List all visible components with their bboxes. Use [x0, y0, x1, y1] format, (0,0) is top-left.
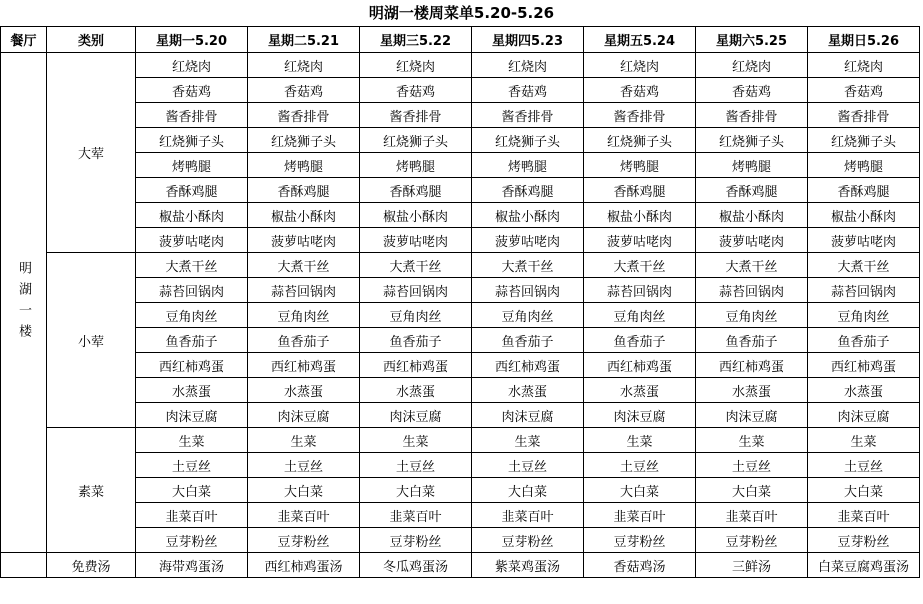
dish-cell: 椒盐小酥肉 [136, 203, 248, 228]
table-row [1, 153, 920, 178]
dish-cell: 土豆丝 [472, 453, 584, 478]
dish-cell: 豆芽粉丝 [808, 528, 920, 553]
dish-cell: 大煮干丝 [808, 253, 920, 278]
dish-cell: 韭菜百叶 [472, 503, 584, 528]
dish-cell: 生菜 [808, 428, 920, 453]
dish-cell: 土豆丝 [136, 453, 248, 478]
dish-cell: 烤鸭腿 [808, 153, 920, 178]
dish-cell: 韭菜百叶 [248, 503, 360, 528]
canteen-blank-cell [1, 553, 47, 578]
dish-cell: 菠萝咕咾肉 [136, 228, 248, 253]
dish-cell: 香菇鸡 [360, 78, 472, 103]
day-header: 星期日5.26 [808, 27, 920, 53]
table-row [1, 353, 920, 378]
dish-cell: 大白菜 [696, 478, 808, 503]
dish-cell: 蒜苔回锅肉 [136, 278, 248, 303]
dish-cell: 大白菜 [248, 478, 360, 503]
dish-cell: 红烧肉 [584, 53, 696, 78]
dish-cell: 水蒸蛋 [584, 378, 696, 403]
dish-cell: 西红柿鸡蛋 [472, 353, 584, 378]
dish-cell: 菠萝咕咾肉 [584, 228, 696, 253]
dish-cell: 豆芽粉丝 [136, 528, 248, 553]
dish-cell: 烤鸭腿 [696, 153, 808, 178]
dish-cell: 红烧狮子头 [584, 128, 696, 153]
dish-cell: 鱼香茄子 [472, 328, 584, 353]
dish-cell: 椒盐小酥肉 [472, 203, 584, 228]
table-row [1, 428, 920, 453]
dish-cell: 生菜 [472, 428, 584, 453]
dish-cell: 豆芽粉丝 [472, 528, 584, 553]
table-row [1, 203, 920, 228]
dish-cell: 肉沫豆腐 [808, 403, 920, 428]
dish-cell: 豆角肉丝 [696, 303, 808, 328]
table-row [1, 178, 920, 203]
dish-cell: 豆角肉丝 [136, 303, 248, 328]
dish-cell: 水蒸蛋 [472, 378, 584, 403]
category-cell: 素菜 [47, 428, 136, 553]
dish-cell: 水蒸蛋 [696, 378, 808, 403]
dish-cell: 香酥鸡腿 [696, 178, 808, 203]
category-cell: 小荤 [47, 253, 136, 428]
dish-cell: 豆芽粉丝 [696, 528, 808, 553]
dish-cell: 肉沫豆腐 [584, 403, 696, 428]
table-row [1, 303, 920, 328]
dish-cell: 豆角肉丝 [808, 303, 920, 328]
dish-cell: 豆角肉丝 [360, 303, 472, 328]
dish-cell: 椒盐小酥肉 [360, 203, 472, 228]
dish-cell: 豆角肉丝 [472, 303, 584, 328]
day-header: 星期六5.25 [696, 27, 808, 53]
dish-cell: 大白菜 [360, 478, 472, 503]
dish-cell: 椒盐小酥肉 [808, 203, 920, 228]
dish-cell: 鱼香茄子 [584, 328, 696, 353]
dish-cell: 菠萝咕咾肉 [696, 228, 808, 253]
soup-cell: 香菇鸡汤 [584, 553, 696, 578]
dish-cell: 生菜 [696, 428, 808, 453]
soup-row [1, 553, 920, 578]
dish-cell: 鱼香茄子 [248, 328, 360, 353]
dish-cell: 菠萝咕咾肉 [248, 228, 360, 253]
dish-cell: 大白菜 [808, 478, 920, 503]
dish-cell: 西红柿鸡蛋 [808, 353, 920, 378]
dish-cell: 香菇鸡 [808, 78, 920, 103]
dish-cell: 菠萝咕咾肉 [472, 228, 584, 253]
dish-cell: 韭菜百叶 [360, 503, 472, 528]
soup-cell: 西红柿鸡蛋汤 [248, 553, 360, 578]
day-header: 星期四5.23 [472, 27, 584, 53]
day-header: 星期五5.24 [584, 27, 696, 53]
dish-cell: 蒜苔回锅肉 [472, 278, 584, 303]
dish-cell: 红烧狮子头 [696, 128, 808, 153]
soup-category-cell: 免费汤 [47, 553, 136, 578]
table-row [1, 278, 920, 303]
dish-cell: 肉沫豆腐 [472, 403, 584, 428]
dish-cell: 水蒸蛋 [248, 378, 360, 403]
dish-cell: 香菇鸡 [696, 78, 808, 103]
dish-cell: 豆芽粉丝 [248, 528, 360, 553]
day-header: 星期二5.21 [248, 27, 360, 53]
table-row [1, 378, 920, 403]
table-row [1, 478, 920, 503]
dish-cell: 香酥鸡腿 [136, 178, 248, 203]
category-cell: 大荤 [47, 53, 136, 253]
table-row [1, 253, 920, 278]
dish-cell: 香菇鸡 [472, 78, 584, 103]
dish-cell: 西红柿鸡蛋 [584, 353, 696, 378]
dish-cell: 椒盐小酥肉 [248, 203, 360, 228]
dish-cell: 肉沫豆腐 [360, 403, 472, 428]
dish-cell: 鱼香茄子 [808, 328, 920, 353]
dish-cell: 大煮干丝 [360, 253, 472, 278]
day-header: 星期三5.22 [360, 27, 472, 53]
dish-cell: 红烧狮子头 [808, 128, 920, 153]
dish-cell: 豆芽粉丝 [584, 528, 696, 553]
dish-cell: 韭菜百叶 [584, 503, 696, 528]
dish-cell: 韭菜百叶 [696, 503, 808, 528]
dish-cell: 红烧肉 [248, 53, 360, 78]
canteen-name: 明湖一楼 [1, 53, 47, 553]
dish-cell: 红烧肉 [808, 53, 920, 78]
dish-cell: 大白菜 [472, 478, 584, 503]
dish-cell: 香菇鸡 [248, 78, 360, 103]
soup-cell: 紫菜鸡蛋汤 [472, 553, 584, 578]
dish-cell: 大煮干丝 [248, 253, 360, 278]
dish-cell: 土豆丝 [696, 453, 808, 478]
table-row [1, 403, 920, 428]
dish-cell: 酱香排骨 [472, 103, 584, 128]
dish-cell: 肉沫豆腐 [696, 403, 808, 428]
dish-cell: 生菜 [248, 428, 360, 453]
dish-cell: 香菇鸡 [136, 78, 248, 103]
dish-cell: 韭菜百叶 [136, 503, 248, 528]
dish-cell: 韭菜百叶 [808, 503, 920, 528]
dish-cell: 西红柿鸡蛋 [248, 353, 360, 378]
menu-body [1, 53, 920, 578]
soup-cell: 海带鸡蛋汤 [136, 553, 248, 578]
dish-cell: 红烧狮子头 [136, 128, 248, 153]
dish-cell: 鱼香茄子 [360, 328, 472, 353]
dish-cell: 烤鸭腿 [136, 153, 248, 178]
dish-cell: 豆角肉丝 [248, 303, 360, 328]
canteen-header: 餐厅 [1, 27, 47, 53]
table-row [1, 78, 920, 103]
dish-cell: 大煮干丝 [136, 253, 248, 278]
dish-cell: 烤鸭腿 [584, 153, 696, 178]
table-row [1, 453, 920, 478]
dish-cell: 酱香排骨 [584, 103, 696, 128]
weekly-menu-table [0, 26, 920, 578]
dish-cell: 鱼香茄子 [136, 328, 248, 353]
dish-cell: 红烧狮子头 [248, 128, 360, 153]
dish-cell: 椒盐小酥肉 [696, 203, 808, 228]
dish-cell: 西红柿鸡蛋 [360, 353, 472, 378]
table-row [1, 53, 920, 78]
dish-cell: 酱香排骨 [360, 103, 472, 128]
dish-cell: 香酥鸡腿 [808, 178, 920, 203]
dish-cell: 烤鸭腿 [248, 153, 360, 178]
category-header: 类别 [47, 27, 136, 53]
dish-cell: 生菜 [584, 428, 696, 453]
table-row [1, 103, 920, 128]
dish-cell: 土豆丝 [584, 453, 696, 478]
table-row [1, 528, 920, 553]
dish-cell: 烤鸭腿 [360, 153, 472, 178]
dish-cell: 红烧肉 [696, 53, 808, 78]
soup-cell: 冬瓜鸡蛋汤 [360, 553, 472, 578]
dish-cell: 豆角肉丝 [584, 303, 696, 328]
dish-cell: 香酥鸡腿 [248, 178, 360, 203]
table-row [1, 228, 920, 253]
dish-cell: 酱香排骨 [696, 103, 808, 128]
dish-cell: 菠萝咕咾肉 [360, 228, 472, 253]
dish-cell: 水蒸蛋 [808, 378, 920, 403]
dish-cell: 烤鸭腿 [472, 153, 584, 178]
dish-cell: 大煮干丝 [472, 253, 584, 278]
dish-cell: 豆芽粉丝 [360, 528, 472, 553]
soup-cell: 三鲜汤 [696, 553, 808, 578]
dish-cell: 蒜苔回锅肉 [360, 278, 472, 303]
dish-cell: 肉沫豆腐 [136, 403, 248, 428]
menu-title: 明湖一楼周菜单5.20-5.26 [368, 4, 555, 22]
dish-cell: 红烧肉 [472, 53, 584, 78]
table-row [1, 503, 920, 528]
dish-cell: 大白菜 [136, 478, 248, 503]
dish-cell: 水蒸蛋 [136, 378, 248, 403]
dish-cell: 酱香排骨 [248, 103, 360, 128]
dish-cell: 酱香排骨 [136, 103, 248, 128]
dish-cell: 红烧肉 [136, 53, 248, 78]
dish-cell: 土豆丝 [248, 453, 360, 478]
dish-cell: 蒜苔回锅肉 [584, 278, 696, 303]
soup-cell: 白菜豆腐鸡蛋汤 [808, 553, 920, 578]
dish-cell: 西红柿鸡蛋 [696, 353, 808, 378]
header-row [1, 27, 920, 53]
dish-cell: 土豆丝 [360, 453, 472, 478]
dish-cell: 椒盐小酥肉 [584, 203, 696, 228]
day-header: 星期一5.20 [136, 27, 248, 53]
dish-cell: 肉沫豆腐 [248, 403, 360, 428]
dish-cell: 大煮干丝 [584, 253, 696, 278]
dish-cell: 生菜 [360, 428, 472, 453]
dish-cell: 大煮干丝 [696, 253, 808, 278]
dish-cell: 红烧狮子头 [472, 128, 584, 153]
dish-cell: 蒜苔回锅肉 [808, 278, 920, 303]
dish-cell: 水蒸蛋 [360, 378, 472, 403]
dish-cell: 西红柿鸡蛋 [136, 353, 248, 378]
dish-cell: 生菜 [136, 428, 248, 453]
table-row [1, 328, 920, 353]
dish-cell: 红烧肉 [360, 53, 472, 78]
dish-cell: 鱼香茄子 [696, 328, 808, 353]
dish-cell: 香酥鸡腿 [472, 178, 584, 203]
dish-cell: 土豆丝 [808, 453, 920, 478]
dish-cell: 红烧狮子头 [360, 128, 472, 153]
dish-cell: 大白菜 [584, 478, 696, 503]
dish-cell: 香酥鸡腿 [360, 178, 472, 203]
dish-cell: 蒜苔回锅肉 [248, 278, 360, 303]
dish-cell: 蒜苔回锅肉 [696, 278, 808, 303]
dish-cell: 香菇鸡 [584, 78, 696, 103]
dish-cell: 酱香排骨 [808, 103, 920, 128]
table-row [1, 128, 920, 153]
dish-cell: 香酥鸡腿 [584, 178, 696, 203]
dish-cell: 菠萝咕咾肉 [808, 228, 920, 253]
